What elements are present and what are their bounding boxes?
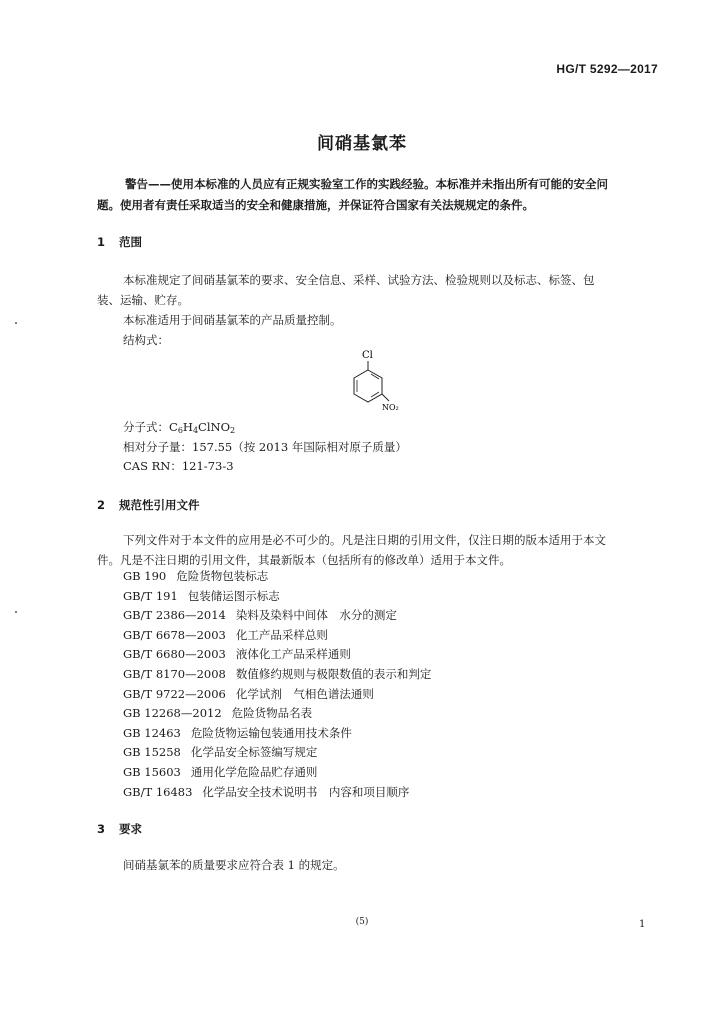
- reference-code: GB/T 6678—2003: [123, 627, 226, 642]
- section-1-heading: [97, 234, 142, 250]
- reference-title: 化工产品采样总则: [235, 627, 328, 642]
- section-number: 2: [97, 498, 106, 512]
- nitro-group-label: NO₂: [382, 403, 399, 412]
- reference-title: 数值修约规则与极限数值的表示和判定: [235, 666, 432, 681]
- standard-code: HG/T 5292—2017: [556, 62, 658, 76]
- reference-item: [123, 743, 431, 763]
- section-3-heading: [97, 821, 142, 837]
- reference-title: 通用化学危险品贮存通则: [190, 764, 318, 779]
- no2-bond: [382, 394, 389, 401]
- page-number: 1: [639, 919, 646, 930]
- reference-code: GB 12463: [123, 725, 181, 740]
- reference-title: 化学品安全标签编写规定: [190, 745, 318, 760]
- reference-title: 化学试剂 气相色谱法通则: [235, 686, 374, 701]
- scan-speck: [15, 611, 17, 613]
- reference-code: GB 15258: [123, 745, 181, 760]
- reference-code: GB/T 8170—2008: [123, 666, 226, 681]
- intro-line-1: 下列文件对于本文件的应用是必不可少的。凡是注日期的引用文件，仅注日期的版本适用于本文: [123, 533, 606, 547]
- reference-title: 染料及染料中间体 水分的测定: [235, 608, 397, 623]
- reference-code: GB 12268—2012: [123, 706, 222, 721]
- section-title: 要求: [119, 822, 142, 836]
- reference-item: [123, 567, 431, 587]
- reference-code: GB/T 9722—2006: [123, 686, 226, 701]
- scope-para-2: 本标准适用于间硝基氯苯的产品质量控制。: [123, 313, 342, 327]
- structural-formula-diagram: [335, 344, 415, 416]
- reference-item: [123, 704, 431, 724]
- benzene-ring: [354, 370, 382, 402]
- reference-title: 液体化工产品采样通则: [235, 647, 351, 662]
- reference-title: 危险货物包装标志: [176, 569, 269, 583]
- section-title: 规范性引用文件: [119, 498, 200, 512]
- reference-item: [123, 626, 431, 646]
- reference-title: 包装储运图示标志: [187, 588, 280, 603]
- reference-code: GB/T 6680—2003: [123, 647, 226, 662]
- reference-code: GB 15603: [123, 764, 181, 779]
- section-number: 1: [97, 235, 106, 249]
- reference-title: 化学品安全技术说明书 内容和项目顺序: [202, 784, 410, 799]
- structure-label: 结构式：: [123, 333, 169, 347]
- section-2-intro: [97, 530, 659, 570]
- cas-number: CAS RN：121-73-3: [123, 459, 234, 473]
- section-2-heading: [97, 497, 200, 513]
- ring-double-bond-1: [371, 374, 379, 379]
- reference-item: [123, 645, 431, 665]
- molecular-mass: 相对分子量：157.55（按 2013 年国际相对原子质量）: [123, 440, 407, 454]
- section-3-text: 间硝基氯苯的质量要求应符合表 1 的规定。: [123, 858, 345, 872]
- scope-para-1-line-2: 装、运输、贮存。: [97, 293, 189, 307]
- footer-bracket-number: (5): [355, 917, 369, 927]
- scope-para-1-line-1: 本标准规定了间硝基氯苯的要求、安全信息、采样、试验方法、检验规则以及标志、标签、包: [123, 273, 595, 287]
- reference-title: 危险货物品名表: [231, 706, 313, 721]
- warning-block: [97, 174, 657, 216]
- molecular-formula: 分子式：C6H4ClNO2: [123, 420, 236, 435]
- section-title: 范围: [119, 235, 142, 249]
- reference-item: [123, 763, 431, 783]
- document-title: 间硝基氯苯: [317, 134, 407, 154]
- chlorine-label: Cl: [362, 350, 373, 361]
- reference-item: [123, 783, 431, 803]
- reference-item: [123, 685, 431, 705]
- reference-item: [123, 587, 431, 607]
- intro-line-2: 件。凡是不注日期的引用文件，其最新版本（包括所有的修改单）适用于本文件。: [97, 553, 511, 567]
- reference-title: 危险货物运输包装通用技术条件: [190, 725, 352, 740]
- warning-line-2: 题。使用者有责任采取适当的安全和健康措施，并保证符合国家有关法规规定的条件。: [97, 198, 534, 212]
- section-1-scope: [97, 270, 659, 350]
- reference-code: GB/T 191: [123, 588, 178, 603]
- reference-code: GB/T 2386—2014: [123, 608, 226, 623]
- reference-code: GB/T 16483: [123, 784, 193, 799]
- reference-item: [123, 606, 431, 626]
- section-number: 3: [97, 822, 106, 836]
- reference-list: [123, 567, 431, 802]
- warning-line-1: 警告——使用本标准的人员应有正规实验室工作的实践经验。本标准并未指出所有可能的安全问: [125, 177, 608, 191]
- reference-item: [123, 724, 431, 744]
- reference-item: [123, 665, 431, 685]
- reference-code: GB 190: [123, 569, 167, 583]
- scan-speck: [15, 322, 17, 324]
